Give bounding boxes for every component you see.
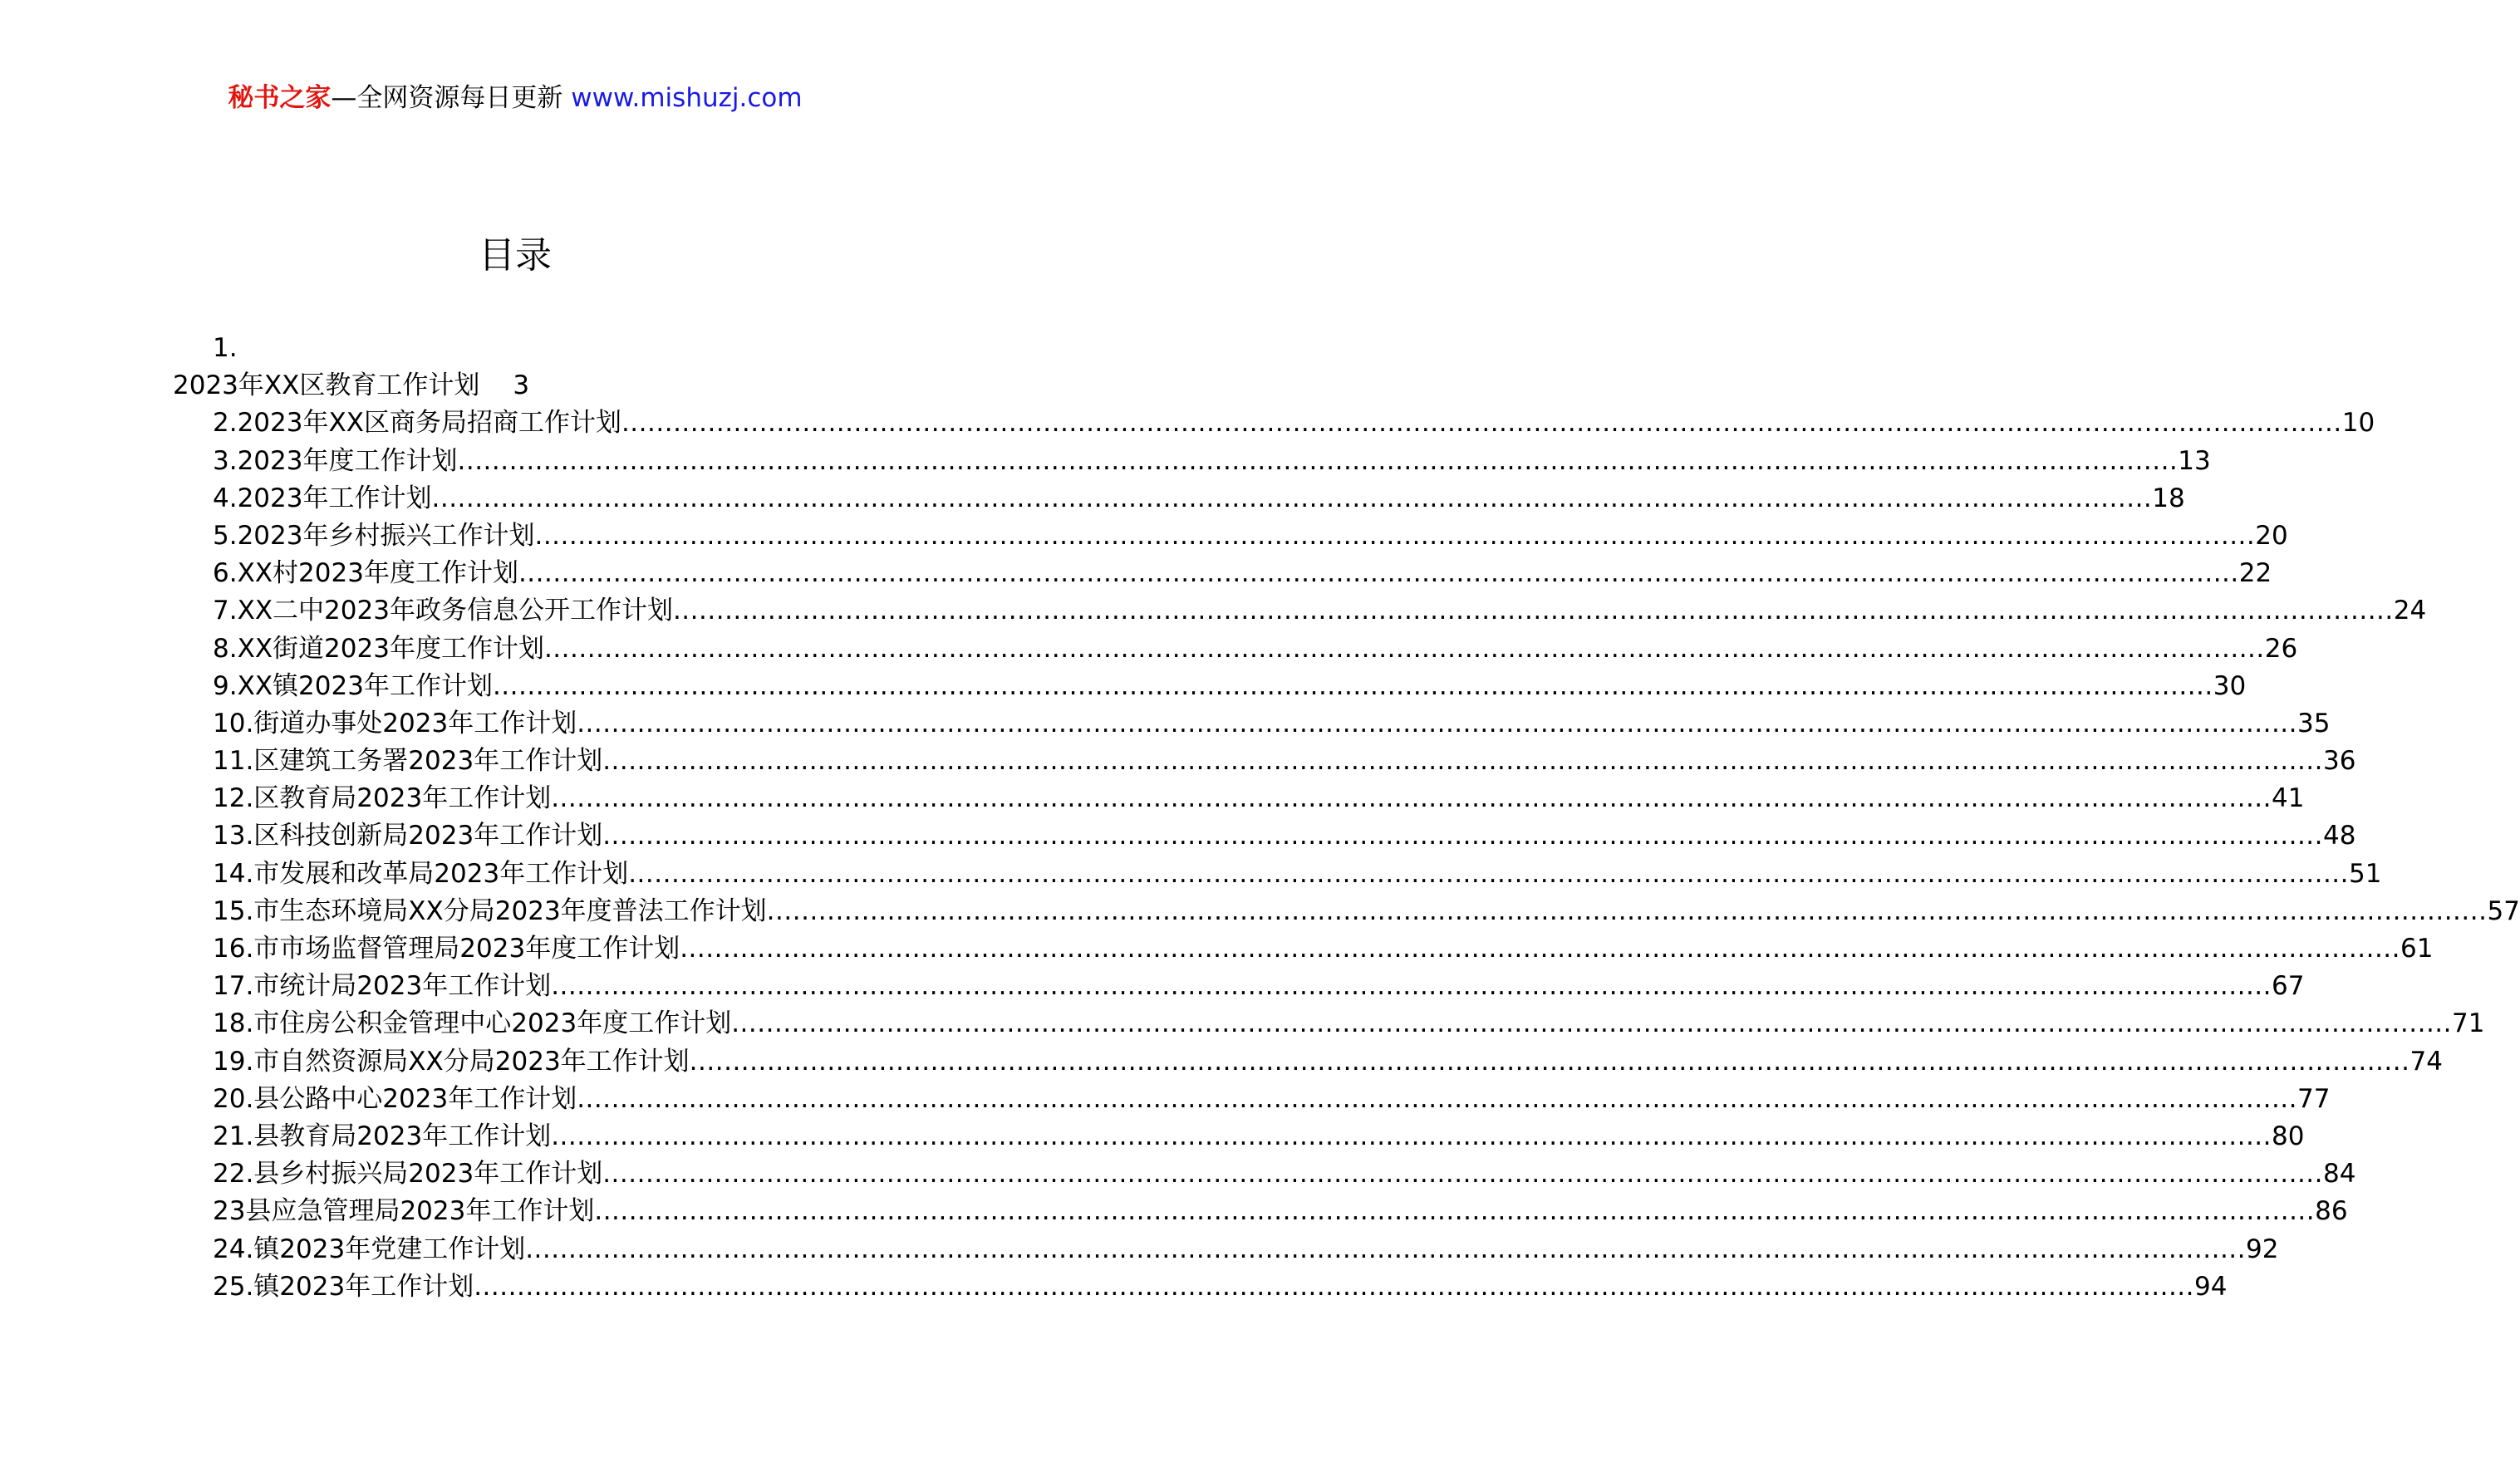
toc-entry-label: 18.市住房公积金管理中心2023年度工作计划 (213, 1008, 732, 1039)
toc-entry[interactable] (213, 405, 2375, 442)
toc-entry-1-title[interactable] (0, 367, 1030, 405)
toc-entry-page: 24 (2393, 596, 2427, 626)
toc-entry[interactable] (213, 856, 2382, 893)
toc-entry[interactable] (213, 443, 2211, 480)
toc-dot-leader: ........................................................................................................................................................................................................ (551, 971, 2272, 1002)
toc-dot-leader: ........................................................................................................................................................................................................ (602, 746, 2324, 777)
toc-entry-page: 13 (2178, 445, 2211, 476)
toc-entry[interactable] (213, 705, 2331, 743)
toc-entry-label: 23县应急管理局2023年工作计划 (213, 1196, 595, 1227)
toc-entry-page: 67 (2272, 971, 2305, 1002)
toc-entry[interactable] (213, 1118, 2305, 1155)
toc-entry-label: 2.2023年XX区商务局招商工作计划 (213, 408, 621, 439)
toc-entry-label: 22.县乡村振兴局2023年工作计划 (213, 1159, 603, 1190)
toc-dot-leader: ........................................................................................................................................................................................................ (594, 1196, 2316, 1227)
toc-dot-leader: ........................................................................................................................................................................................................ (628, 858, 2350, 889)
toc-entry-label: 24.镇2023年党建工作计划 (213, 1234, 526, 1264)
toc-entry[interactable] (213, 480, 2185, 518)
toc-entry-page: 51 (2349, 858, 2382, 889)
toc-dot-leader: ........................................................................................................................................................................................................ (731, 1008, 2453, 1039)
toc-entry-label: 12.区教育局2023年工作计划 (213, 783, 552, 814)
toc-dot-leader: ........................................................................................................................................................................................................ (534, 520, 2256, 551)
toc-dot-leader: ........................................................................................................................................................................................................ (680, 934, 2401, 964)
toc-entry[interactable] (213, 780, 2305, 817)
toc-dot-leader: ........................................................................................................................................................................................................ (766, 895, 2488, 926)
toc-entry-label: 25.镇2023年工作计划 (213, 1271, 474, 1302)
toc-entry[interactable] (213, 1231, 2279, 1268)
toc-entry-page: 57 (2487, 895, 2520, 926)
toc-entry-label: 5.2023年乡村振兴工作计划 (213, 520, 535, 551)
toc-entry[interactable] (213, 930, 2434, 968)
header-slogan: —全网资源每日更新 (331, 83, 563, 113)
toc-entry-label: 8.XX街道2023年度工作计划 (213, 633, 544, 664)
toc-entry-page: 74 (2409, 1046, 2443, 1077)
toc-entry-page: 22 (2238, 558, 2272, 589)
toc-entry-page: 92 (2246, 1234, 2279, 1264)
toc-entry[interactable] (213, 1155, 2356, 1193)
toc-entry-page: 35 (2297, 708, 2331, 738)
toc-entry-page: 48 (2323, 821, 2356, 851)
toc-entry-label: 4.2023年工作计划 (213, 483, 432, 513)
toc-entry-label: 7.XX二中2023年政务信息公开工作计划 (213, 596, 673, 626)
toc-dot-leader: ........................................................................................................................................................................................................ (543, 633, 2265, 664)
toc-entry-label: 6.XX村2023年度工作计划 (213, 558, 518, 589)
toc-entry-page: 94 (2194, 1271, 2228, 1302)
toc-entry-page: 10 (2341, 408, 2375, 439)
toc-entry-page: 30 (2213, 670, 2247, 701)
toc-entry-label: 2023年XX区教育工作计划 (173, 370, 480, 401)
toc-entry-label: 11.区建筑工务署2023年工作计划 (213, 746, 603, 777)
toc-entry-page: 71 (2452, 1008, 2485, 1039)
toc-entry-label: 3.2023年度工作计划 (213, 445, 458, 476)
toc-entry-page: 77 (2297, 1083, 2331, 1114)
toc-entry-label: 9.XX镇2023年工作计划 (213, 670, 493, 701)
page-header (0, 81, 1030, 115)
toc-entry-page: 26 (2264, 633, 2298, 664)
toc-entry[interactable] (213, 1043, 2443, 1081)
toc-dot-leader: ........................................................................................................................................................................................................ (621, 408, 2342, 439)
toc-dot-leader: ........................................................................................................................................................................................................ (551, 783, 2272, 814)
toc-entry-page: 86 (2315, 1196, 2348, 1227)
toc-entry-label: 17.市统计局2023年工作计划 (213, 971, 552, 1002)
toc-dot-leader: ........................................................................................................................................................................................................ (474, 1271, 2195, 1302)
toc-dot-leader: ........................................................................................................................................................................................................ (577, 1083, 2298, 1114)
toc-entry-list (0, 405, 2520, 1306)
toc-entry-label: 19.市自然资源局XX分局2023年工作计划 (213, 1046, 690, 1077)
toc-entry-page: 80 (2272, 1121, 2305, 1151)
toc-dot-leader: ........................................................................................................................................................................................................ (577, 708, 2298, 738)
toc-entry-label: 14.市发展和改革局2023年工作计划 (213, 858, 629, 889)
toc-entry-page: 18 (2152, 483, 2185, 513)
toc-entry-label: 1. (213, 333, 238, 363)
toc-entry[interactable] (213, 968, 2305, 1005)
table-of-contents (0, 330, 2520, 1306)
brand-name: 秘书之家 (228, 83, 332, 113)
toc-entry[interactable] (213, 630, 2298, 668)
toc-dot-leader: ........................................................................................................................................................................................................ (518, 558, 2239, 589)
toc-entry[interactable] (213, 743, 2356, 780)
toc-entry[interactable] (213, 817, 2356, 855)
toc-entry-label: 10.街道办事处2023年工作计划 (213, 708, 577, 738)
toc-entry-page: 20 (2255, 520, 2288, 551)
site-url-link[interactable]: www.mishuzj.com (571, 83, 803, 113)
toc-entry-page: 84 (2323, 1159, 2356, 1190)
toc-entry-page: 3 (513, 370, 530, 401)
toc-entry-label: 16.市市场监督管理局2023年度工作计划 (213, 934, 680, 964)
toc-entry-1-number[interactable] (0, 330, 1030, 367)
toc-entry-page: 61 (2400, 934, 2434, 964)
toc-dot-leader: ........................................................................................................................................................................................................ (492, 670, 2213, 701)
toc-dot-leader: ........................................................................................................................................................................................................ (457, 445, 2179, 476)
toc-dot-leader: ........................................................................................................................................................................................................ (602, 1159, 2324, 1190)
toc-entry-label: 21.县教育局2023年工作计划 (213, 1121, 552, 1151)
toc-dot-leader: ........................................................................................................................................................................................................ (431, 483, 2153, 513)
toc-entry-page: 41 (2272, 783, 2305, 814)
toc-entry-label: 15.市生态环境局XX分局2023年度普法工作计划 (213, 895, 767, 926)
toc-dot-leader: ........................................................................................................................................................................................................ (689, 1046, 2410, 1077)
toc-dot-leader: ........................................................................................................................................................................................................ (672, 596, 2394, 626)
toc-entry[interactable] (213, 1193, 2348, 1230)
toc-entry-label: 20.县公路中心2023年工作计划 (213, 1083, 577, 1114)
toc-dot-leader: ........................................................................................................................................................................................................ (551, 1121, 2272, 1151)
toc-entry[interactable] (213, 1268, 2228, 1306)
toc-entry[interactable] (213, 518, 2288, 555)
toc-dot-leader: ........................................................................................................................................................................................................ (602, 821, 2324, 851)
toc-title: 目录 (479, 234, 552, 277)
toc-entry[interactable] (213, 668, 2247, 705)
toc-entry-page: 36 (2323, 746, 2356, 777)
toc-dot-leader: ........................................................................................................................................................................................................ (525, 1234, 2247, 1264)
toc-entry[interactable] (213, 1081, 2331, 1118)
toc-entry[interactable] (213, 555, 2272, 592)
toc-entry-label: 13.区科技创新局2023年工作计划 (213, 821, 603, 851)
toc-entry[interactable] (213, 592, 2427, 630)
toc-entry[interactable] (213, 1005, 2485, 1042)
toc-entry[interactable] (213, 893, 2520, 930)
